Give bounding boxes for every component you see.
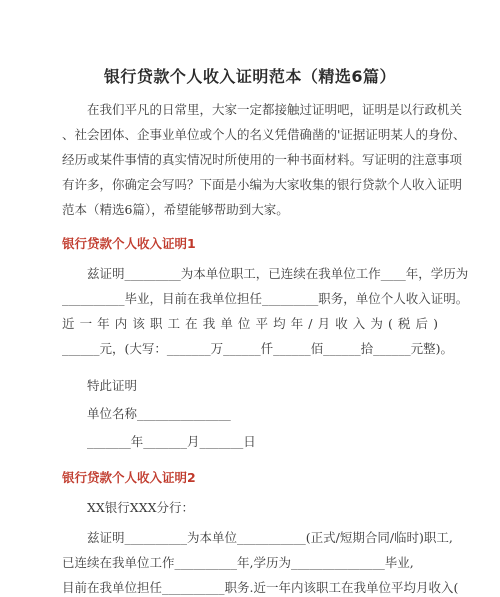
section-1-heading: 银行贷款个人收入证明1	[62, 236, 196, 251]
date-field: _______年_______月_______日	[87, 434, 256, 449]
section-2-line-2: 已连续在我单位工作__________年,学历为_______________毕业,	[62, 555, 414, 570]
section-1-line-2: __________毕业，目前在我单位担任_________职务，单位个人收入证明。	[62, 291, 469, 306]
section-2-line-1: 兹证明__________为本单位___________(正式/短期合同/临时)职工,	[87, 530, 453, 545]
section-2-heading: 银行贷款个人收入证明2	[62, 470, 196, 485]
section-1-line-4: ______元，(大写：_______万______仟______佰______拾______元整)。	[62, 341, 454, 356]
section-1-line-1: 兹证明_________为本单位职工，已连续在我单位工作____年，学历为	[87, 266, 469, 281]
intro-line-4: 有许多，你确定会写吗？下面是小编为大家收集的银行贷款个人收入证明	[62, 177, 463, 192]
unit-name-field: 单位名称_______________	[87, 406, 231, 421]
section-2-line-3: 目前在我单位担任__________职务.近一年内该职工在我单位平均月收入(	[62, 580, 459, 595]
intro-line-2: 、社会团体、企事业单位或个人的名义凭借确凿的'证据证明某人的身份、	[62, 127, 466, 142]
intro-line-3: 经历或某件事情的真实情况时所使用的一种书面材料。写证明的注意事项	[62, 152, 463, 167]
special-certification-text: 特此证明	[87, 378, 138, 393]
section-1-line-3: 近一年内该职工在我单位平均年/月收入为(税后)	[62, 316, 438, 331]
intro-line-1: 在我们平凡的日常里，大家一定都接触过证明吧，证明是以行政机关	[87, 102, 463, 117]
document-title: 银行贷款个人收入证明范本（精选6篇）	[103, 67, 397, 86]
intro-line-5: 范本（精选6篇），希望能够帮助到大家。	[62, 202, 289, 217]
section-2-bank-line: XX银行XXX分行：	[87, 500, 194, 515]
